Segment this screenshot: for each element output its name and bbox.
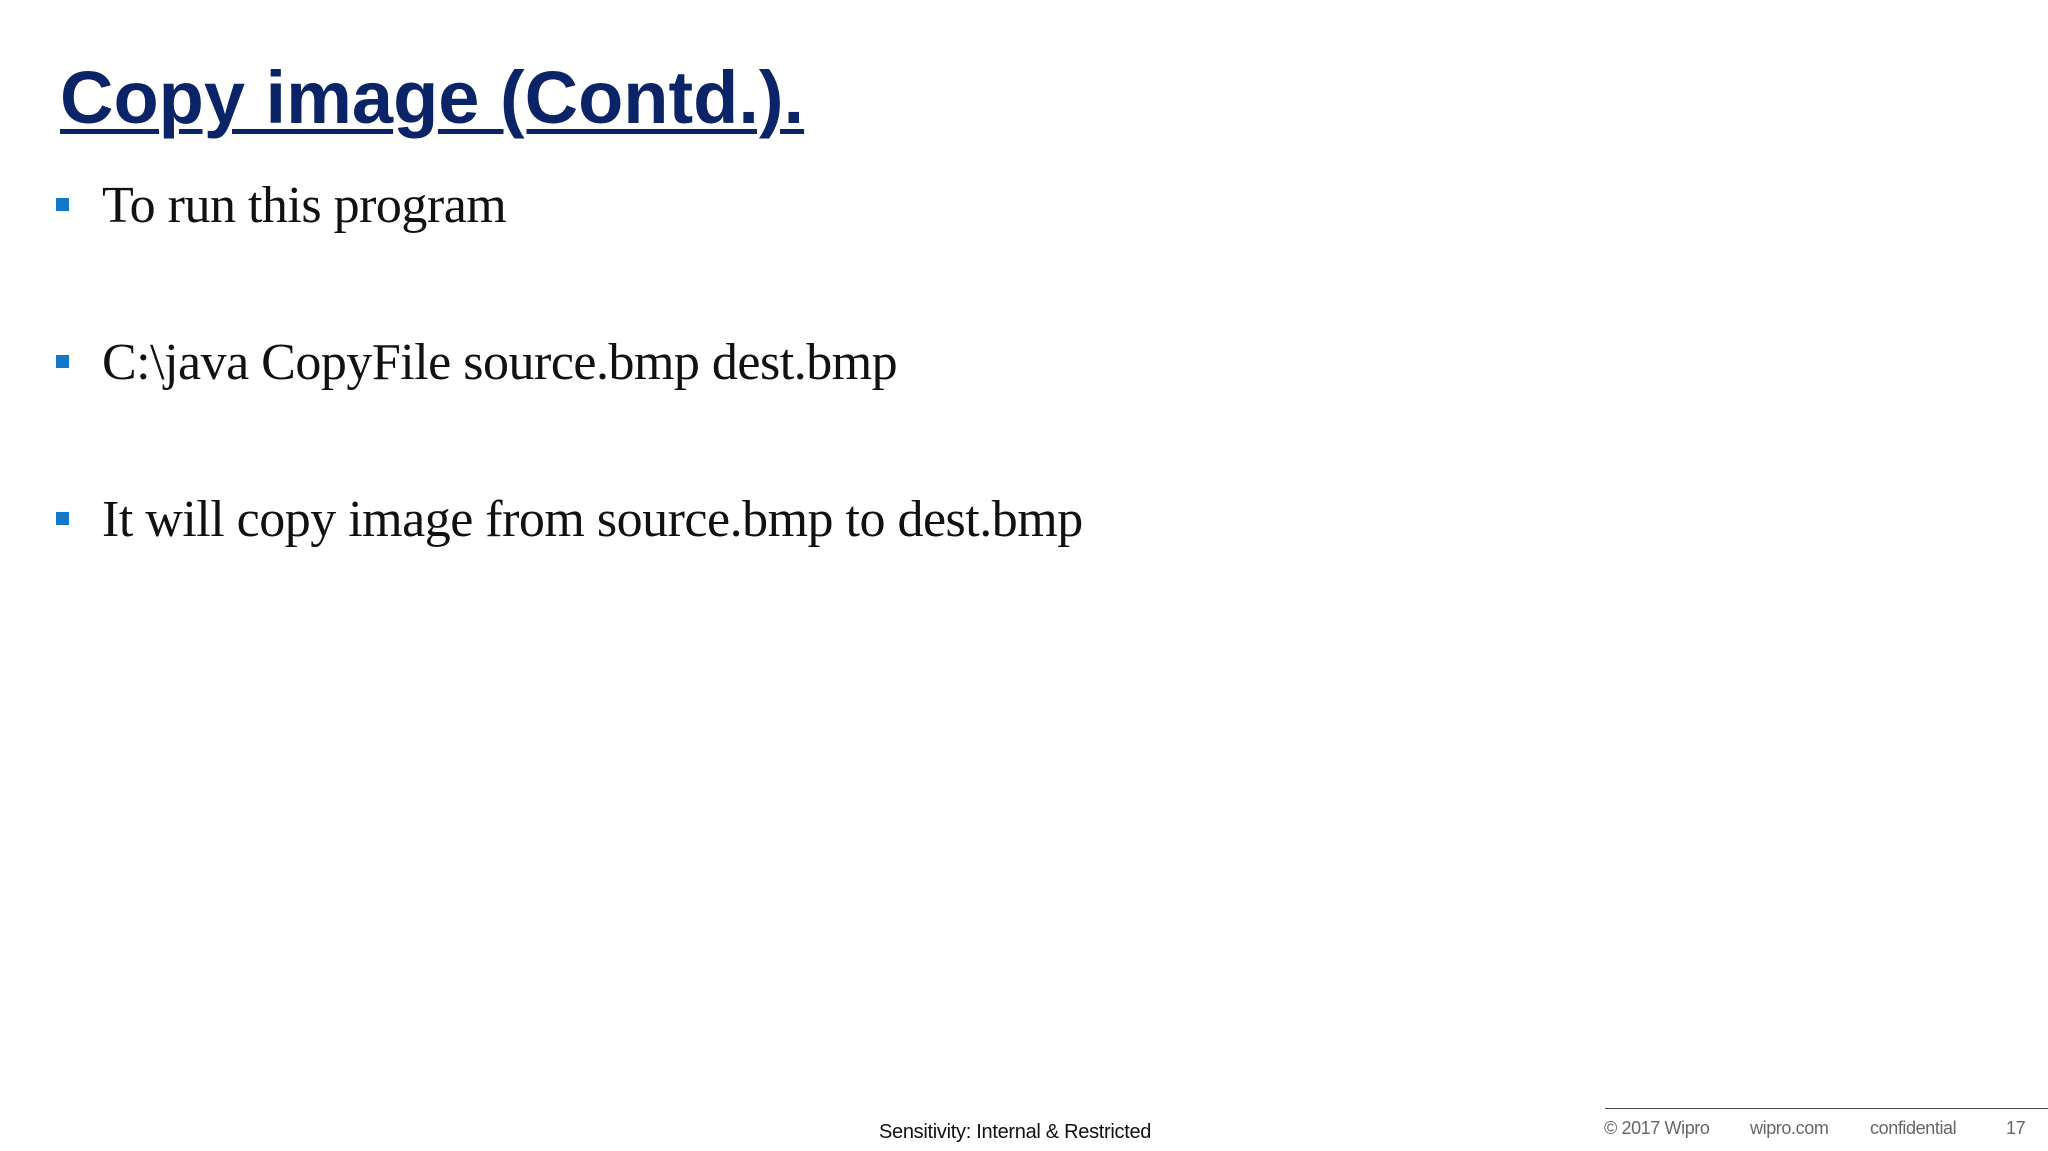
bullet-item — [0, 176, 1400, 246]
footer-classification: confidential — [1870, 1118, 1957, 1138]
sensitivity-label: Sensitivity: Internal & Restricted — [879, 1121, 1152, 1143]
slide-title: Copy image (Contd.). — [60, 56, 805, 139]
footer-website: wipro.com — [1750, 1118, 1829, 1138]
bullet-item — [0, 490, 1400, 560]
bullet-item — [0, 333, 1400, 403]
footer-copyright: © 2017 Wipro — [1604, 1118, 1710, 1138]
footer-page-number: 17 — [2006, 1118, 2026, 1138]
footer-divider — [1605, 1108, 2048, 1109]
square-bullet-icon — [56, 355, 69, 368]
square-bullet-icon — [56, 198, 69, 211]
bullet-text: It will copy image from source.bmp to dest.bmp — [102, 491, 1083, 548]
bullet-text: To run this program — [102, 177, 507, 234]
bullet-text: C:\java CopyFile source.bmp dest.bmp — [102, 334, 898, 391]
square-bullet-icon — [56, 512, 69, 525]
